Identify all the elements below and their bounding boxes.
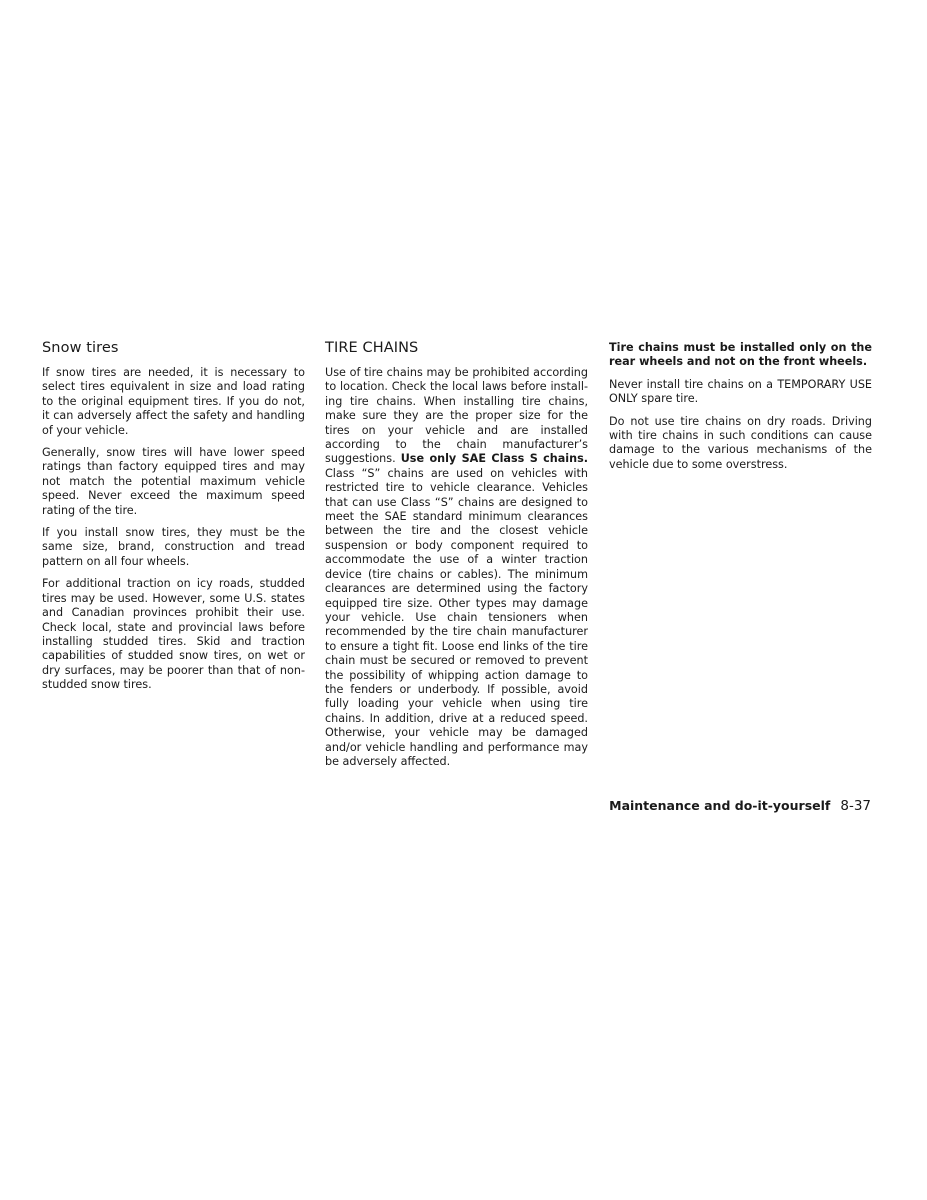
rear-wheels-warning-text: Tire chains must be installed only on the rear wheels and not on the front wheels. xyxy=(609,341,872,369)
snow-tires-column xyxy=(42,339,305,693)
sae-class-s-emphasis: Use only SAE Class S chains. xyxy=(400,452,588,466)
temporary-spare-note: Never install tire chains on a TEMPORARY USE ONLY spare tire. xyxy=(609,377,872,406)
rear-wheels-warning xyxy=(609,341,872,370)
dry-roads-note: Do not use tire chains on dry roads. Driving with tire chains in such conditions can cause damage to the various mechanisms of the vehicle due to some overstress. xyxy=(609,414,872,471)
tire-chains-paragraph-1 xyxy=(325,366,588,769)
footer-section-title: Maintenance and do-it-yourself xyxy=(609,798,831,813)
snow-tires-paragraph-3: If you install snow tires, they must be the same size, brand, construction and tread pattern on all four wheels. xyxy=(42,526,305,568)
snow-tires-paragraph-2: Generally, snow tires will have lower speed ratings than factory equipped tires and may not match the potential maximum vehicle speed. Never exceed the maximum speed rating of the tire. xyxy=(42,446,305,517)
snow-tires-paragraph-1: If snow tires are needed, it is necessary to select tires equivalent in size and load rating to the original equipment tires. If you do not, it can adversely affect the safety and handling of your vehicle. xyxy=(42,366,305,437)
page-footer xyxy=(609,798,871,814)
tire-chains-column xyxy=(325,339,588,769)
snow-tires-paragraph-4: For additional traction on icy roads, studded tires may be used. However, some U.S. states and Canadian provinces prohibit their use. Check local, state and provincial laws before installing studded tires. Skid and traction capabilities of studded snow tires, on wet or dry surfaces, may be poorer than that of non-studded snow tires. xyxy=(42,577,305,692)
page-number: 8-37 xyxy=(840,798,871,814)
tire-chains-intro-text: Use of tire chains may be prohibited according to location. Check the local laws before installing tire chains. When installing tire chains, make sure they are the proper size for the tires on your vehicle and are installed according to the chain manufacturer’s suggestions. xyxy=(325,366,588,466)
tire-chains-details-text: Class “S” chains are used on vehicles with restricted tire to vehicle clearance. Vehicles that can use Class “S” chains are designed to meet the SAE standard minimum clearances between the tire and the closest vehicle suspension or body component required to accommodate the use of a winter traction device (tire chains or cables). The minimum clearances are determined using the factory equipped tire size. Other types may damage your vehicle. Use chain tensioners when recommended by the tire chain manufacturer to ensure a tight fit. Loose end links of the tire chain must be secured or removed to prevent the possibility of whipping action damage to the fenders or underbody. If possible, avoid fully loading your vehicle when using tire chains. In addition, drive at a reduced speed. Otherwise, your vehicle may be damaged and/or vehicle handling and performance may be adversely affected. xyxy=(325,466,588,768)
tire-chains-continued-column xyxy=(609,341,872,472)
tire-chains-heading: TIRE CHAINS xyxy=(325,340,419,356)
snow-tires-heading: Snow tires xyxy=(42,340,119,356)
